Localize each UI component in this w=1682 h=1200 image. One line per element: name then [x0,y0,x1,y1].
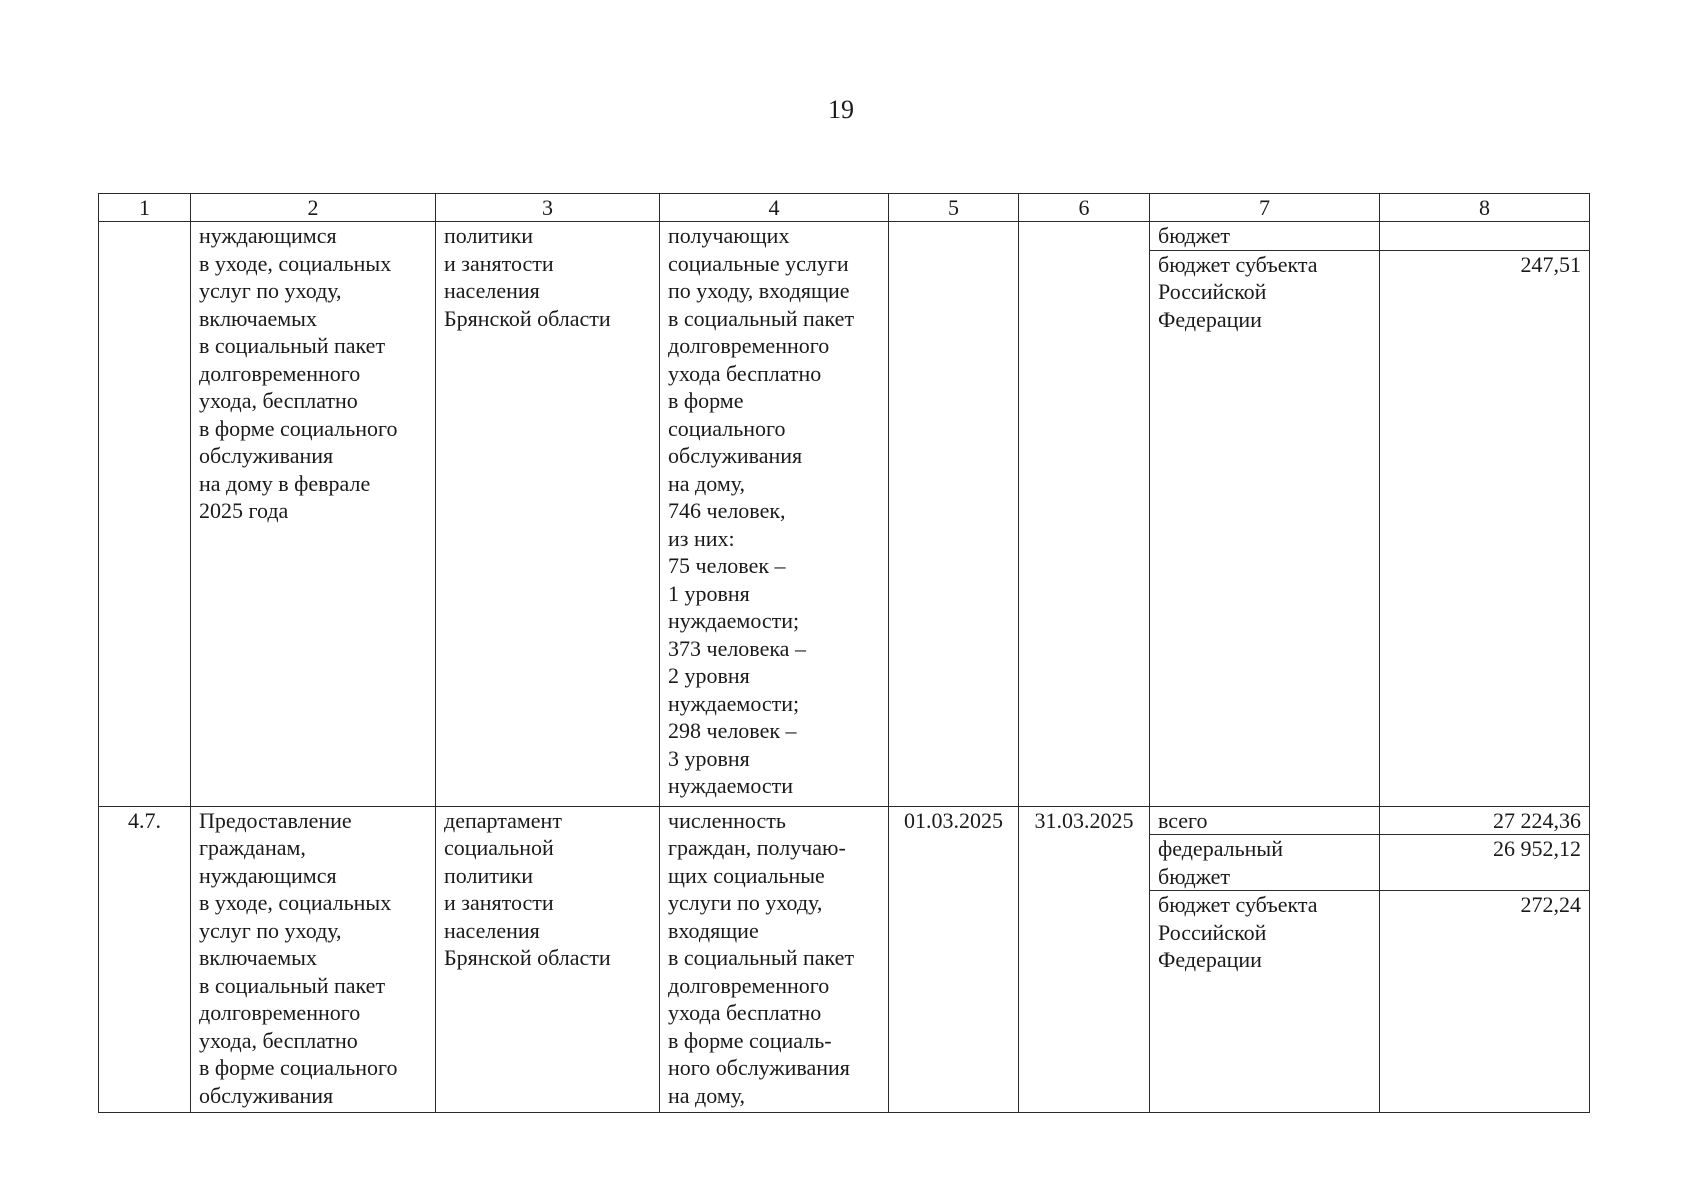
page-number: 19 [828,95,854,124]
budget-source-cell: бюджет субъекта Российской Федерации [1150,250,1380,806]
header-col-2: 2 [191,194,436,222]
header-col-1: 1 [99,194,191,222]
row-number-cell [99,222,191,807]
budget-source-cell: федеральный бюджет [1150,835,1380,891]
budget-source-cell: всего [1150,806,1380,835]
indicator-cell: получающих социальные услуги по уходу, входящие в социальный пакет долговременного ухода бесплатно в форме социального обслуживания на дому, 746 человек, из них: 75 человек – 1 уровня нуждаемости; 373 человека – 2 уровня нуждаемости; 298 человек – 3 уровня нуждаемости [660,222,889,807]
header-col-7: 7 [1150,194,1380,222]
indicator-cell: численность граждан, получаю- щих социальные услуги по уходу, входящие в социальный пакет долговременного ухода бесплатно в форме социаль- ного обслуживания на дому, [660,806,889,1113]
budget-amount-cell [1380,222,1590,251]
row-number-cell: 4.7. [99,806,191,1113]
budget-source-cell: бюджет [1150,222,1380,251]
header-row [99,194,1590,222]
end-date-cell: 31.03.2025 [1019,806,1150,1113]
header-col-5: 5 [889,194,1019,222]
table-row [99,806,1590,835]
end-date-cell [1019,222,1150,807]
budget-source-cell: бюджет субъекта Российской Федерации [1150,891,1380,1113]
table-row [99,222,1590,251]
header-col-6: 6 [1019,194,1150,222]
start-date-cell: 01.03.2025 [889,806,1019,1113]
responsible-executor-cell: политики и занятости населения Брянской области [436,222,660,807]
budget-amount-cell: 27 224,36 [1380,806,1590,835]
event-description-cell: нуждающимся в уходе, социальных услуг по уходу, включаемых в социальный пакет долговременного ухода, бесплатно в форме социального обслуживания на дому в феврале 2025 года [191,222,436,807]
header-col-3: 3 [436,194,660,222]
budget-table [98,193,1590,1113]
budget-amount-cell: 26 952,12 [1380,835,1590,891]
header-col-8: 8 [1380,194,1590,222]
start-date-cell [889,222,1019,807]
responsible-executor-cell: департамент социальной политики и занятости населения Брянской области [436,806,660,1113]
budget-amount-cell: 272,24 [1380,891,1590,1113]
event-description-cell: Предоставление гражданам, нуждающимся в уходе, социальных услуг по уходу, включаемых в социальный пакет долговременного ухода, бесплатно в форме социального обслуживания [191,806,436,1113]
budget-amount-cell: 247,51 [1380,250,1590,806]
header-col-4: 4 [660,194,889,222]
